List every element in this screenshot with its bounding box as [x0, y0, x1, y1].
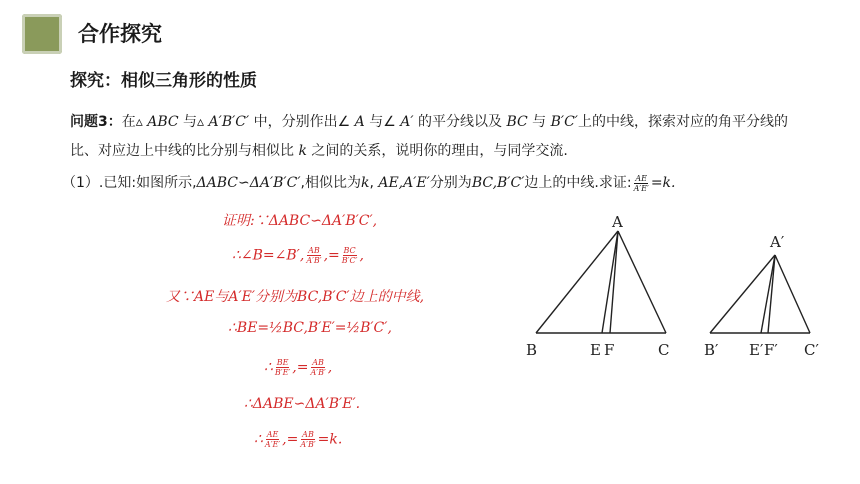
subtitle: 探究：相似三角形的性质 — [70, 71, 257, 91]
section-title: 合作探究 — [78, 22, 162, 46]
given-text: 分别为 — [429, 175, 472, 191]
problem-text: 与▵ — [178, 114, 209, 130]
label-f-prime: F′ — [764, 341, 778, 359]
given-text: 边上的中线.求证: — [524, 175, 632, 191]
triangle-figure — [520, 205, 840, 369]
median-ae — [602, 231, 618, 333]
similar-triangles-diagram — [520, 205, 840, 365]
median-ae-prime — [761, 255, 775, 333]
given-text: , — [369, 175, 379, 191]
given-statement — [62, 170, 802, 196]
triangle-abc-prime — [710, 255, 810, 333]
proof-line-5: ∴ $\frac{BE}{B'E'}$ ,= $\frac{AB}{A'B'}$ , — [264, 358, 333, 377]
problem-statement — [70, 108, 810, 166]
label-c-prime: C′ — [804, 341, 819, 359]
math-abc-prime: A′B′C′ — [208, 114, 250, 130]
bisector-af — [610, 231, 618, 333]
given-prefix: （1）.已知:如图所示, — [62, 175, 197, 191]
bisector-af-prime — [768, 255, 775, 333]
math-bc: BC — [506, 114, 528, 130]
proof-line-3: 又∵AE与A′E′分别为BC,B′C′边上的中线, — [166, 289, 425, 305]
label-b-prime: B′ — [704, 341, 719, 359]
given-k: k — [360, 175, 370, 191]
problem-text: 中，分别作出∠ — [249, 114, 355, 130]
math-abc: ABC — [147, 114, 179, 130]
label-e: E — [590, 341, 601, 359]
given-similarity: ΔABC∽ΔA′B′C′ — [196, 175, 301, 191]
proof-line-6: ∴ΔABE∽ΔA′B′E′. — [244, 396, 361, 412]
given-text: ,相似比为 — [300, 175, 361, 191]
given-sides: BC,B′C′ — [471, 175, 525, 191]
label-f: F — [604, 341, 615, 359]
given-medians: AE,A′E′ — [378, 175, 430, 191]
problem-text: 与∠ — [364, 114, 401, 130]
proof-line-2: ∴∠B=∠B′, $\frac{AB}{A'B'}$ ,= $\frac{BC}{B'C'}$ , — [232, 246, 364, 265]
proof-line-7: ∴ $\frac{AE}{A'E'}$ ,= $\frac{AB}{A'B'}$ =k. — [254, 430, 343, 449]
proof-line-4: ∴BE=½BC,B′E′=½B′C′, — [228, 320, 392, 336]
label-c: C — [658, 341, 670, 359]
problem-text: 之间的关系，说明你的理由，与同学交流. — [306, 143, 568, 159]
math-bc-prime: B′C′ — [550, 114, 578, 130]
section-logo-square — [22, 14, 62, 54]
proof-line-1: 证明:∵ΔABC∽ΔA′B′C′, — [222, 213, 378, 229]
problem-text: 上的中线，探索对应的角平分线的比、对应边上中线的比分别与相似比 — [70, 114, 788, 159]
given-tail: =k. — [650, 175, 676, 191]
problem-text: 与 — [527, 114, 551, 130]
math-a: A — [354, 114, 365, 130]
given-fraction: $\frac{AE}{A'E'}$ — [633, 173, 649, 193]
label-a: A — [612, 213, 623, 231]
problem-label: 问题3： — [70, 114, 122, 130]
label-e-prime: E′ — [749, 341, 764, 359]
label-b: B — [526, 341, 538, 359]
problem-text: 的平分线以及 — [413, 114, 507, 130]
math-k: k — [298, 143, 307, 159]
label-a-prime: A′ — [770, 233, 785, 251]
problem-text: 在▵ — [121, 114, 148, 130]
math-a-prime: A′ — [400, 114, 414, 130]
triangle-abc — [536, 231, 666, 333]
